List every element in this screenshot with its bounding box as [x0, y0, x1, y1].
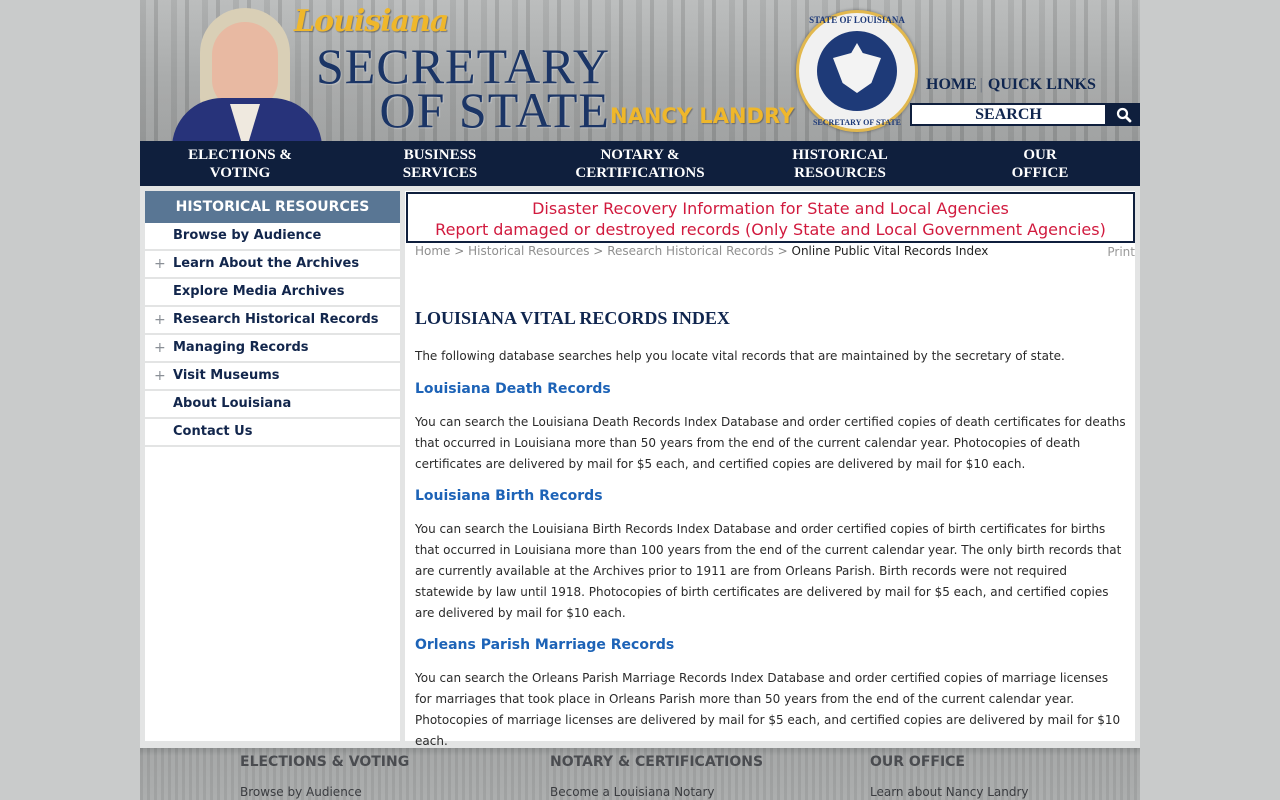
sidebar-item-label: Contact Us: [173, 424, 253, 439]
sidebar-item-label: Research Historical Records: [173, 312, 379, 327]
nav-business-services[interactable]: BUSINESS SERVICES: [402, 147, 478, 181]
quick-links-link[interactable]: QUICK LINKS: [987, 76, 1096, 93]
footer-heading: ELECTIONS & VOTING: [240, 754, 410, 770]
sidebar-item-label: Managing Records: [173, 340, 309, 355]
expand-plus-icon[interactable]: +: [154, 256, 166, 272]
birth-records-text: You can search the Louisiana Birth Records Index Database and order certified copies of birth certificates for births that occurred in Louisiana more than 100 years from the end of the current calendar year. The only birth records that are currently available at the Archives prior to 1911 are from Orleans Parish. Birth records were not required statewide by law until 1918. Photocopies of birth certificates are delivered by mail for $5 each, and certified copies are delivered by mail for $10 each.: [415, 522, 1122, 620]
official-name: NANCY LANDRY: [610, 104, 795, 128]
footer-column-our-office: [870, 754, 1029, 799]
footer-heading: OUR OFFICE: [870, 754, 965, 770]
breadcrumb-current: Online Public Vital Records Index: [791, 244, 989, 258]
sidebar-item-label: Browse by Audience: [173, 228, 322, 243]
footer-link[interactable]: Become a Louisiana Notary: [550, 785, 715, 799]
page-title: LOUISIANA VITAL RECORDS INDEX: [415, 308, 730, 328]
main-nav: [140, 141, 1140, 186]
sidebar-item-explore-media-archives[interactable]: [145, 279, 400, 307]
marriage-records-link[interactable]: Orleans Parish Marriage Records: [415, 637, 675, 653]
sidebar-item-managing-records[interactable]: [145, 335, 400, 363]
logo-line-1: SECRETARY: [316, 38, 610, 94]
main-content: [405, 191, 1135, 748]
site-header: [140, 0, 1140, 141]
footer-link[interactable]: Learn about Nancy Landry: [870, 785, 1029, 799]
site-logo[interactable]: [316, 38, 610, 138]
breadcrumb-separator: >: [454, 244, 465, 258]
death-records-text: You can search the Louisiana Death Records Index Database and order certified copies of death certificates for deaths that occurred in Louisiana more than 50 years from the end of the current calendar year. Photocopies of death certificates are delivered by mail for $5 each, and certified copies are delivered by mail for $10 each.: [415, 415, 1126, 471]
sidebar-item-learn-about-archives[interactable]: [145, 251, 400, 279]
divider: |: [979, 76, 983, 93]
sidebar-item-label: Explore Media Archives: [173, 284, 345, 299]
breadcrumb-separator: >: [777, 244, 788, 258]
state-seal-icon[interactable]: STATE OF LOUISIANA SECRETARY OF STATE: [796, 10, 918, 132]
logo-script[interactable]: Louisiana: [294, 4, 449, 39]
nav-elections-voting[interactable]: ELECTIONS & VOTING: [188, 147, 292, 181]
sidebar-item-contact-us[interactable]: [145, 419, 400, 447]
breadcrumb-research-historical-records[interactable]: Research Historical Records: [607, 244, 774, 258]
search-icon: [1116, 107, 1132, 123]
disaster-alert-box: [406, 192, 1135, 243]
sidebar-item-label: Visit Museums: [173, 368, 280, 383]
sidebar: [145, 191, 400, 741]
death-records-link[interactable]: Louisiana Death Records: [415, 381, 611, 397]
marriage-records-text: You can search the Orleans Parish Marriage Records Index Database and order certified copies of marriage licenses for marriages that took place in Orleans Parish more than 50 years from the end of the current calendar year. Photocopies of marriage licenses are delivered by mail for $5 each, and certified copies are delivered by mail for $10 each.: [415, 671, 1121, 748]
search-bar: [910, 103, 1140, 126]
footer-column-notary: [550, 754, 763, 799]
breadcrumb-separator: >: [593, 244, 604, 258]
search-button[interactable]: [1108, 103, 1140, 126]
disaster-recovery-link[interactable]: Disaster Recovery Information for State and Local Agencies: [532, 199, 1009, 218]
home-link[interactable]: HOME: [926, 76, 977, 93]
logo-line-2: OF STATE: [379, 82, 610, 138]
nav-historical-resources[interactable]: HISTORICAL RESOURCES: [792, 147, 888, 181]
report-damaged-records-link[interactable]: Report damaged or destroyed records (Only State and Local Government Agencies): [435, 220, 1106, 239]
breadcrumb-historical-resources[interactable]: Historical Resources: [468, 244, 590, 258]
sidebar-item-research-historical-records[interactable]: [145, 307, 400, 335]
sidebar-item-about-louisiana[interactable]: [145, 391, 400, 419]
sidebar-item-browse-by-audience[interactable]: [145, 223, 400, 251]
top-links: [926, 76, 1096, 94]
sidebar-title: HISTORICAL RESOURCES: [145, 191, 400, 223]
nav-notary-certifications[interactable]: NOTARY & CERTIFICATIONS: [575, 147, 705, 181]
breadcrumb-home[interactable]: Home: [415, 244, 451, 258]
sidebar-item-visit-museums[interactable]: [145, 363, 400, 391]
sidebar-item-label: Learn About the Archives: [173, 256, 360, 271]
page: [140, 0, 1140, 800]
search-input[interactable]: [912, 105, 1105, 124]
sidebar-item-label: About Louisiana: [173, 396, 292, 411]
nav-our-office[interactable]: OUR OFFICE: [1011, 147, 1069, 181]
print-link[interactable]: Print: [1107, 245, 1135, 259]
footer-link[interactable]: Browse by Audience: [240, 785, 362, 799]
expand-plus-icon[interactable]: +: [154, 312, 166, 328]
expand-plus-icon[interactable]: +: [154, 340, 166, 356]
birth-records-link[interactable]: Louisiana Birth Records: [415, 488, 603, 504]
intro-text: The following database searches help you locate vital records that are maintained by the secretary of state.: [415, 349, 1065, 363]
footer-column-elections: [240, 754, 409, 799]
site-footer: [140, 748, 1140, 800]
footer-heading: NOTARY & CERTIFICATIONS: [550, 754, 764, 770]
expand-plus-icon[interactable]: +: [154, 368, 166, 384]
breadcrumb: [415, 244, 988, 258]
